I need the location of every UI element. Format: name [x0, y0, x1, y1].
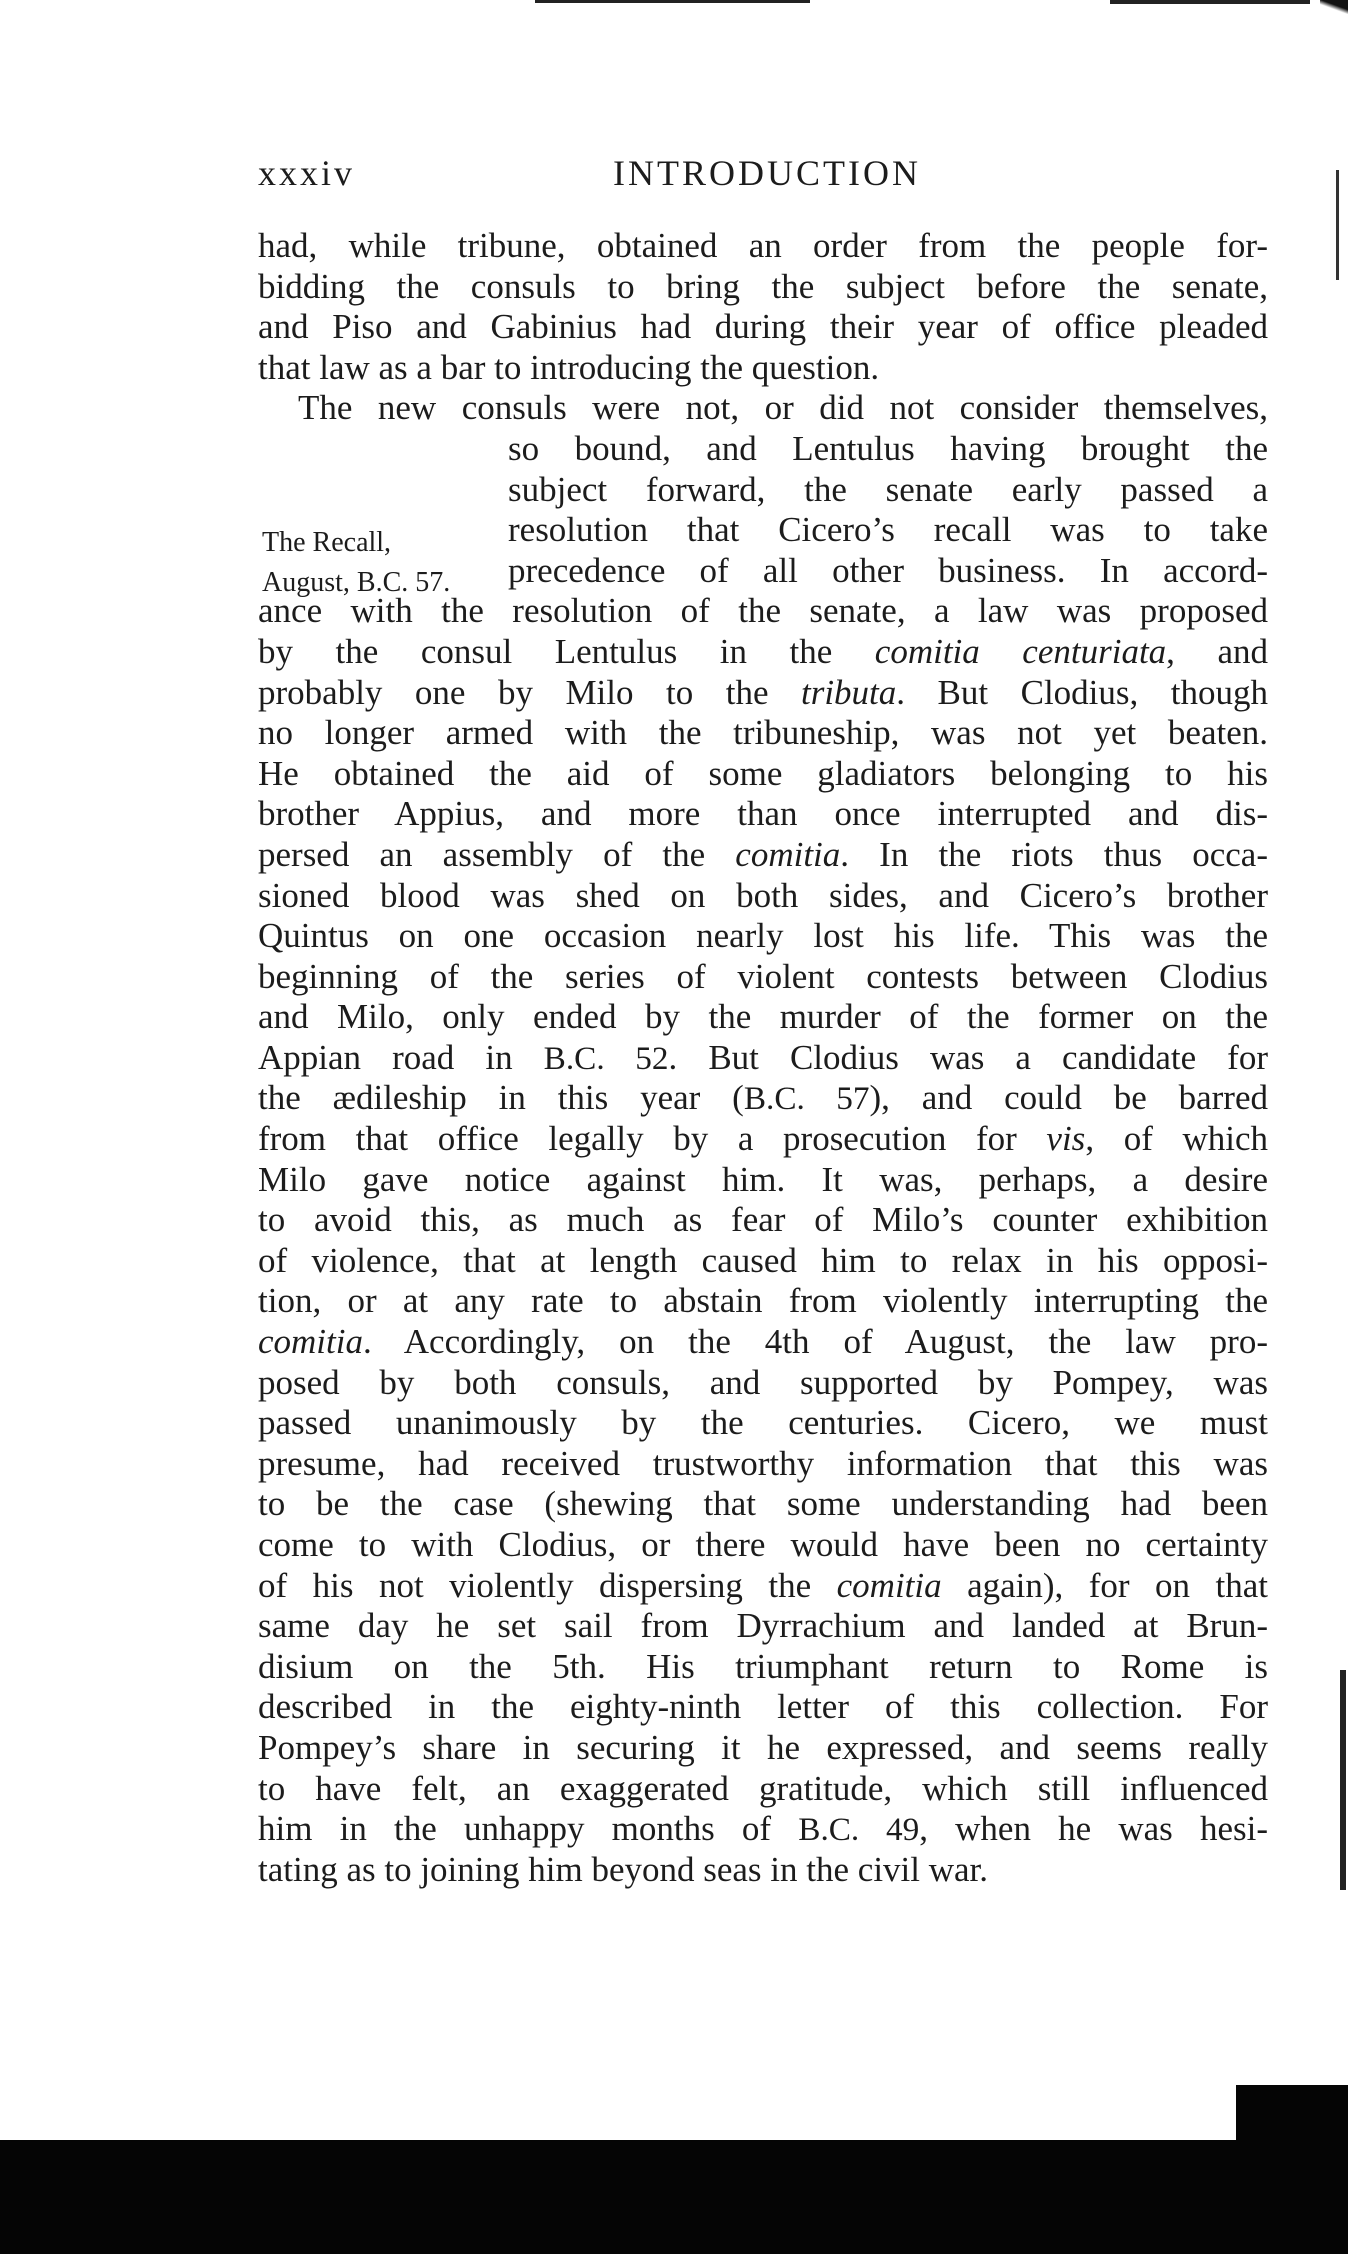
text-line: that law as a bar to introducing the question. [258, 347, 880, 387]
date-reference: B.C. 49 [798, 1811, 920, 1849]
scan-artifact-top-rule [535, 0, 810, 3]
date-reference: B.C. 52 [543, 1039, 669, 1077]
text-line: so bound, and Lentulus having brought the [508, 428, 1268, 468]
text-run: probably one by Milo to the [258, 672, 769, 712]
scan-artifact-edge-mark [1340, 1670, 1346, 1890]
text-run: . But Clodius was a candidate for [668, 1037, 1268, 1077]
italic-term: comitia [258, 1322, 363, 1362]
text-line: come to with Clodius, or there would have been no certainty [258, 1525, 1268, 1564]
text-run: the ædileship in this year ( [258, 1078, 744, 1118]
text-line: to be the case (shewing that some understanding had been [258, 1484, 1268, 1524]
text-run: him in the unhappy months of [258, 1809, 772, 1849]
text-line [258, 1078, 1268, 1119]
text-line: resolution that Cicero’s recall was to take [508, 510, 1268, 550]
text-run: by the consul Lentulus in the [258, 631, 833, 671]
text-line: described in the eighty-ninth letter of this collection. For [258, 1687, 1268, 1727]
running-head [258, 152, 1268, 198]
page-number: xxxiv [258, 153, 356, 193]
text-line: bidding the consuls to bring the subject before the senate, [258, 266, 1268, 306]
date-reference: B.C. 57 [743, 1080, 870, 1118]
text-line: and Milo, only ended by the murder of the former on the [258, 997, 1268, 1037]
text-line: same day he set sail from Dyrrachium and landed at Brun- [258, 1606, 1268, 1646]
text-line: The new consuls were not, or did not consider themselves, [298, 388, 1268, 428]
italic-term: comitia [836, 1565, 942, 1605]
text-line: to avoid this, as much as fear of Milo’s counter exhibition [258, 1200, 1268, 1240]
italic-term: tributa [800, 672, 897, 712]
text-line: no longer armed with the tribuneship, was not yet beaten. [258, 713, 1268, 753]
scan-artifact-bottom-band [0, 2140, 1348, 2254]
text-line [258, 1566, 1268, 1607]
text-run: , and [1166, 631, 1268, 671]
text-line [258, 1322, 1268, 1363]
running-title: INTRODUCTION [613, 153, 921, 193]
marginal-note-line: August, B.C. 57. [262, 567, 451, 598]
text-line: had, while tribune, obtained an order from the people for- [258, 226, 1268, 265]
text-run: of his not violently dispersing the [258, 1565, 812, 1605]
text-run: from that office legally by a prosecution for [258, 1119, 1017, 1159]
text-run: again), for on that [941, 1565, 1269, 1605]
italic-term: vis [1046, 1119, 1086, 1159]
scan-artifact-corner [1320, 0, 1348, 14]
marginal-note-line: The Recall, [262, 527, 392, 558]
text-line: precedence of all other business. In accord- [508, 550, 1268, 590]
text-line: passed unanimously by the centuries. Cicero, we must [258, 1403, 1268, 1443]
text-line: and Piso and Gabinius had during their year of office pleaded [258, 307, 1268, 347]
text-run: persed an assembly of the [258, 834, 706, 874]
text-line: beginning of the series of violent contests between Clodius [258, 956, 1268, 996]
text-line: posed by both consuls, and supported by Pompey, was [258, 1362, 1268, 1402]
body-text [258, 226, 1268, 1890]
text-line [258, 673, 1268, 714]
scan-artifact-edge-mark [1336, 170, 1339, 280]
text-line: Milo gave notice against him. It was, perhaps, a desire [258, 1159, 1268, 1199]
text-line: tating as to joining him beyond seas in the civil war. [258, 1849, 989, 1889]
text-line [258, 1119, 1268, 1160]
text-line: ance with the resolution of the senate, a law was proposed [258, 591, 1268, 631]
italic-term: comitia [735, 834, 841, 874]
italic-term: comitia centuriata [874, 631, 1167, 671]
text-line: disium on the 5th. His triumphant return to Rome is [258, 1646, 1268, 1686]
text-run: , of which [1085, 1119, 1269, 1159]
text-run: . In the riots thus occa- [840, 834, 1268, 874]
text-line: brother Appius, and more than once interrupted and dis- [258, 794, 1268, 834]
text-run: . But Clodius, though [896, 672, 1268, 712]
text-line [258, 632, 1268, 673]
text-line: subject forward, the senate early passed a [508, 469, 1268, 509]
text-line [258, 1809, 1268, 1850]
text-line: sioned blood was shed on both sides, and Cicero’s brother [258, 875, 1268, 915]
text-run: Appian road in [258, 1037, 513, 1077]
text-line: tion, or at any rate to abstain from violently interrupting the [258, 1281, 1268, 1321]
text-line: of violence, that at length caused him to relax in his opposi- [258, 1240, 1268, 1280]
text-line [258, 1038, 1268, 1079]
text-line: He obtained the aid of some gladiators belonging to his [258, 753, 1268, 793]
text-line: to have felt, an exaggerated gratitude, which still influenced [258, 1768, 1268, 1808]
text-run: , when he was hesi- [919, 1809, 1268, 1849]
scan-artifact-top-right-rule [1110, 0, 1310, 4]
text-line: Pompey’s share in securing it he expressed, and seems really [258, 1727, 1268, 1767]
text-line [258, 835, 1268, 876]
scan-artifact-bottom-block [1236, 2085, 1348, 2145]
text-line: Quintus on one occasion nearly lost his life. This was the [258, 916, 1268, 956]
text-run: ), and could be barred [869, 1078, 1268, 1118]
text-run: . Accordingly, on the 4th of August, the law pro- [362, 1322, 1268, 1362]
text-line: presume, had received trustworthy information that this was [258, 1443, 1268, 1483]
